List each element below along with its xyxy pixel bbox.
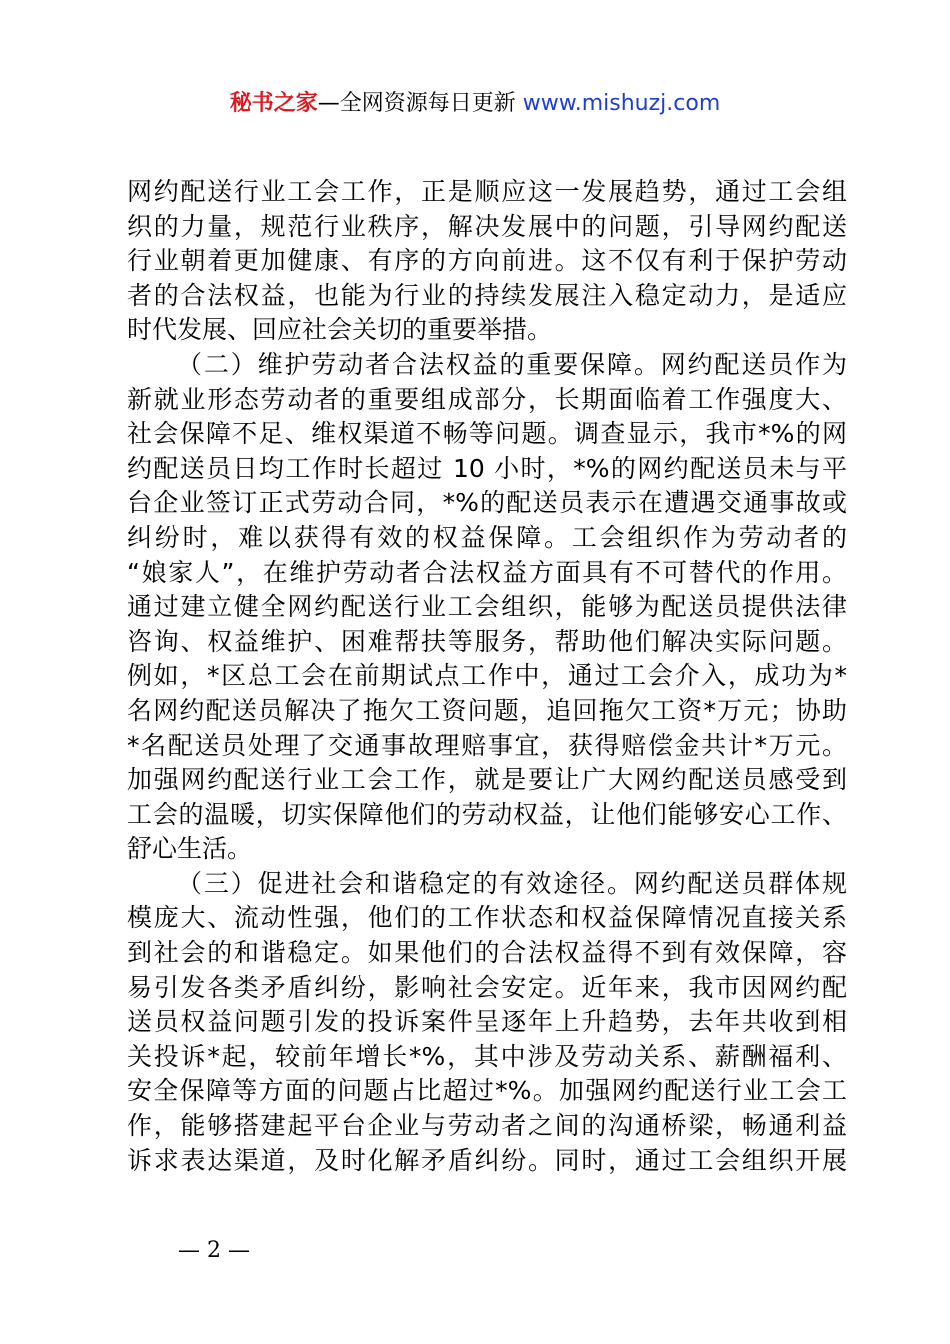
- text-line: 舒心生活。: [127, 834, 253, 864]
- text-line: 诉求表达渠道，及时化解矛盾纠纷。同时，通过工会组织开展: [127, 1145, 847, 1175]
- section-heading-line: （二）维护劳动者合法权益的重要保障。网约配送员作为: [177, 349, 847, 379]
- text-line: 者的合法权益，也能为行业的持续发展注入稳定动力，是适应: [127, 280, 847, 310]
- text-line: 例如，*区总工会在前期试点工作中，通过工会介入，成功为*: [127, 661, 847, 691]
- text-line: 社会保障不足、维权渠道不畅等问题。调查显示，我市*%的网: [127, 419, 847, 449]
- text-line: 约配送员日均工作时长超过 10 小时，*%的网约配送员未与平: [127, 453, 847, 483]
- text-line: 台企业签订正式劳动合同，*%的配送员表示在遭遇交通事故或: [127, 488, 847, 518]
- text-line: 行业朝着更加健康、有序的方向前进。这不仅有利于保护劳动: [127, 246, 847, 276]
- text-line: “娘家人”，在维护劳动者合法权益方面具有不可替代的作用。: [127, 557, 847, 587]
- text-line: 网约配送行业工会工作，正是顺应这一发展趋势，通过工会组: [127, 177, 847, 206]
- text-line: 织的力量，规范行业秩序，解决发展中的问题，引导网约配送: [127, 211, 847, 241]
- site-header: [0, 88, 950, 120]
- text-line: 作，能够搭建起平台企业与劳动者之间的沟通桥梁，畅通利益: [127, 1111, 847, 1141]
- text-line: 通过建立健全网约配送行业工会组织，能够为配送员提供法律: [127, 592, 847, 622]
- header-tagline: —全网资源每日更新: [317, 91, 523, 116]
- text-line: 关投诉*起，较前年增长*%，其中涉及劳动关系、薪酬福利、: [127, 1041, 847, 1071]
- text-line: *名配送员处理了交通事故理赔事宜，获得赔偿金共计*万元。: [127, 730, 847, 760]
- section-heading-line: （三）促进社会和谐稳定的有效途径。网约配送员群体规: [177, 868, 847, 898]
- text-line: 送员权益问题引发的投诉案件呈逐年上升趋势，去年共收到相: [127, 1007, 847, 1037]
- text-line: 纠纷时，难以获得有效的权益保障。工会组织作为劳动者的: [127, 522, 847, 552]
- text-line: 加强网约配送行业工会工作，就是要让广大网约配送员感受到: [127, 765, 847, 795]
- text-line: 工会的温暖，切实保障他们的劳动权益，让他们能够安心工作、: [127, 799, 847, 829]
- text-line: 名网约配送员解决了拖欠工资问题，追回拖欠工资*万元；协助: [127, 695, 847, 725]
- page-number: — 2 —: [178, 1238, 250, 1263]
- text-line: 咨询、权益维护、困难帮扶等服务，帮助他们解决实际问题。: [127, 626, 847, 656]
- brand-name: 秘书之家: [229, 91, 318, 116]
- document-body: [127, 175, 847, 1178]
- text-line: 安全保障等方面的问题占比超过*%。加强网约配送行业工会工: [127, 1076, 847, 1106]
- text-line: 易引发各类矛盾纠纷，影响社会安定。近年来，我市因网约配: [127, 972, 847, 1002]
- site-url[interactable]: www.mishuzj.com: [522, 91, 721, 116]
- text-line: 到社会的和谐稳定。如果他们的合法权益得不到有效保障，容: [127, 938, 847, 968]
- text-line: 模庞大、流动性强，他们的工作状态和权益保障情况直接关系: [127, 903, 847, 933]
- text-line: 时代发展、回应社会关切的重要举措。: [127, 315, 553, 345]
- text-line: 新就业形态劳动者的重要组成部分，长期面临着工作强度大、: [127, 384, 847, 414]
